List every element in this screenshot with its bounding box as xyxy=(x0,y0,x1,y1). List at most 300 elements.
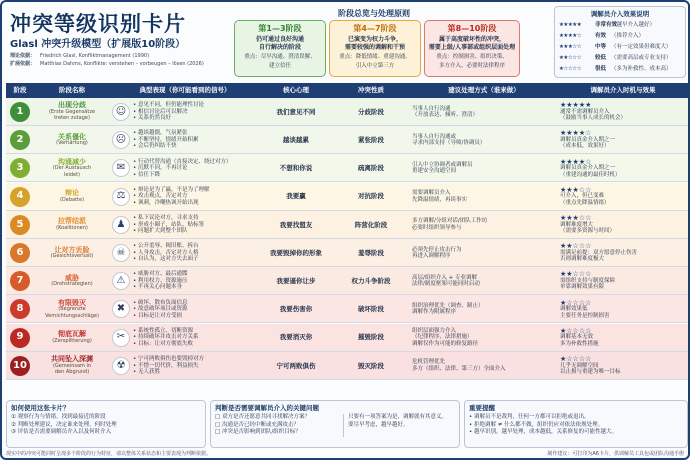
signs-list xyxy=(133,356,204,376)
core-psychology: 我要赢 xyxy=(286,192,306,201)
action-list xyxy=(412,190,467,203)
sign-item: • 不断坚持，情绪开始积累 xyxy=(133,136,199,143)
stage-badge: 4 xyxy=(10,187,30,207)
stars-icon: ★☆☆☆☆ xyxy=(559,66,582,72)
signs-cell xyxy=(110,295,260,323)
effect-cell xyxy=(558,295,688,323)
stage-icon: ♟ xyxy=(112,216,130,234)
stage-icon: ☢ xyxy=(112,357,130,375)
legend-title: 调解员介入效果说明 xyxy=(590,10,650,18)
stage-badge: 6 xyxy=(10,243,30,263)
sign-item: • 利用权力、资源施压 xyxy=(133,277,188,284)
stage-row xyxy=(6,183,688,211)
action-cell xyxy=(410,352,558,380)
stage-icon: ✂ xyxy=(112,329,130,347)
sign-item: • 信任下降 xyxy=(133,171,160,178)
effect-block xyxy=(560,271,615,291)
stage-icon: ☹ xyxy=(112,131,130,149)
conflict-nature: 破坏阶段 xyxy=(358,305,384,314)
stars-icon: ★★☆☆☆ xyxy=(560,242,592,251)
action-list xyxy=(412,106,478,119)
core-psychology: 我要伤害你 xyxy=(279,305,313,314)
stage-name: 彻底瓦解 xyxy=(58,330,86,339)
signs-list xyxy=(133,328,199,348)
effect-line: 调解员真金介入期之一 xyxy=(560,165,616,172)
core-psychology: 我们意见不同 xyxy=(276,107,316,116)
sign-item: • 意见不同，但仍能理性讨论 xyxy=(133,102,204,109)
effect-line: 单靠调解效果有限 xyxy=(560,284,605,291)
sign-item: • 会后仍纠结不快 xyxy=(133,143,177,150)
action-line: 先降温情绪，再谈事实 xyxy=(412,196,468,203)
key-questions-box: 判断是否需要调解员介入的关键问题 □ 双方是否还愿意共同寻找解决方案？ □ 沟通是否已经中断或充满攻击？ □ 冲突是否影响到团队/组织目标？ 只要有一项答案为是，调解就有其意义。 要尽早考虑，越早越好。 xyxy=(210,400,460,448)
action-line: 组织层面强力介入 xyxy=(412,327,457,334)
signs-cell xyxy=(110,211,260,239)
stage-icon: ☺ xyxy=(112,103,130,121)
signs-list xyxy=(133,271,188,291)
signs-cell xyxy=(110,324,260,352)
stage-row xyxy=(6,324,688,352)
sign-item: • 故意破坏项目或资源 xyxy=(133,306,188,313)
conflict-nature: 阵营化阶段 xyxy=(354,220,388,229)
sign-item: • 辩论是为了赢，不是为了理解 xyxy=(133,186,210,193)
stage-name-block xyxy=(51,247,94,260)
stage-row xyxy=(6,98,688,126)
conflict-nature-cell xyxy=(332,154,410,182)
action-line: 当事人自行沟通或 xyxy=(412,133,457,140)
action-list xyxy=(412,328,478,348)
conflict-nature: 分歧阶段 xyxy=(358,107,384,116)
signs-list xyxy=(133,102,204,122)
stage-name-cell xyxy=(34,154,110,182)
action-line: 必要时组织领导参与 xyxy=(412,224,462,231)
col-header-core: 核心心理 xyxy=(260,83,332,98)
stage-name-cell xyxy=(34,126,110,154)
action-list xyxy=(412,275,480,288)
col-header-action: 建议处理方式（谁来做） xyxy=(410,83,558,98)
stage-name-de: (Verhärtung) xyxy=(56,140,88,147)
phase-box-4-7: 第4—7阶段 已演变为权力斗争， 需要较强的调解和干预 重点：降低情绪、重建沟通、 引入中立第三方 xyxy=(329,20,421,77)
action-cell xyxy=(410,267,558,295)
effect-line: 调解难度增大 xyxy=(560,221,594,228)
conflict-nature-cell xyxy=(332,126,410,154)
stage-name-cell xyxy=(34,324,110,352)
effect-line: （鼓励当事人成长的机会） xyxy=(560,115,627,122)
core-psychology-cell xyxy=(260,183,332,211)
conflict-nature-cell xyxy=(332,324,410,352)
stage-name: 共同坠入深渊 xyxy=(51,355,93,364)
stars-icon: ★★☆☆☆ xyxy=(560,270,592,279)
stage-icon: ✉ xyxy=(112,159,130,177)
signs-cell xyxy=(110,126,260,154)
action-line: 多方（组织、法律、第三方）全面介入 xyxy=(412,365,506,372)
action-line: 再进入调解程序 xyxy=(412,253,451,259)
stage-badge: 3 xyxy=(10,158,30,178)
legend-row: ★★★★★ 非常有效（越早介入越好） xyxy=(559,20,681,31)
effect-line: 多为补救性措施 xyxy=(560,340,599,347)
conflict-nature-cell xyxy=(332,352,410,380)
stage-icon: ✖ xyxy=(112,300,130,318)
effect-line: 通常不需调解员介入 xyxy=(560,108,610,115)
conflict-nature-cell xyxy=(332,183,410,211)
stage-name-cell xyxy=(34,211,110,239)
sign-item: • 目标：让对方彻底失败 xyxy=(133,340,193,347)
reference-line: 扩展依据： Matthias Dahms, Konflikte: verstehen – vorbeugen – lösen (2026) xyxy=(10,61,204,67)
stage-name-block xyxy=(52,331,92,344)
sign-item: • 私下议论对方，寻求支持 xyxy=(133,215,199,222)
stage-name-de: (Koalitionen) xyxy=(56,224,88,231)
core-psychology-cell xyxy=(260,98,332,126)
page-subtitle: Glasl 冲突升级模型（扩展版10阶段） xyxy=(10,39,186,50)
conflict-nature-cell xyxy=(332,239,410,267)
stage-name-block xyxy=(53,159,91,179)
stage-name-block xyxy=(60,190,84,203)
conflict-nature-cell xyxy=(332,267,410,295)
sign-item: • 无人获胜 xyxy=(133,369,160,376)
footnote: 现实中的冲突可能同时呈现多个阶段的行为特征，请以整体关系状态和主要表现为判断依据。 xyxy=(6,451,212,457)
stage-name-de: (Zersplitterung) xyxy=(52,337,92,344)
stage-name-de: (Erste Gegensätze xyxy=(48,108,96,115)
important-reminder-box: 重要提醒 • 调解员不是裁判，任何一方都可以拒绝或退出。 • 拒绝调解 ≠ 什么都不做，组织仍应对依法依规处理。 • 越早识别，越早处理，成本越低，关系修复的可能性越大。 xyxy=(464,400,688,448)
effect-block xyxy=(560,130,615,150)
sign-item: • 相信讨论后可以解决 xyxy=(133,108,188,115)
page-title: 冲突等级识别卡片 xyxy=(10,12,186,36)
col-header-nature: 冲突性质 xyxy=(332,83,410,98)
stars-icon: ★☆☆☆☆ xyxy=(560,326,592,335)
sign-item: • 沉默不回，不再讨论 xyxy=(133,165,188,172)
legend-row: ★☆☆☆☆ 很低 （多为补救性、成本高） xyxy=(559,64,681,75)
core-psychology-cell xyxy=(260,154,332,182)
action-list xyxy=(412,247,462,260)
action-list xyxy=(412,162,473,175)
stage-badge: 7 xyxy=(10,271,30,291)
stage-name-block xyxy=(45,300,99,320)
effect-cell xyxy=(558,267,688,295)
stage-name: 关系僵化 xyxy=(58,132,86,141)
conflict-nature: 紧张阶段 xyxy=(358,135,384,144)
effect-cell xyxy=(558,98,688,126)
effect-line: 调解基本无效 xyxy=(560,334,594,341)
signs-list xyxy=(133,243,199,263)
effect-cell xyxy=(558,211,688,239)
action-cell xyxy=(410,239,558,267)
stars-icon: ★☆☆☆☆ xyxy=(560,298,592,307)
signs-list xyxy=(133,215,204,235)
stars-icon: ★★★★★ xyxy=(559,22,582,28)
action-line: （开放表达、倾听、澄清） xyxy=(412,112,479,118)
col-header-effect: 调解员介入时机与效果 xyxy=(558,83,688,98)
stage-name-block xyxy=(56,134,88,147)
stage-badge: 5 xyxy=(10,215,30,235)
stage-name-de: (Der Austausch xyxy=(52,165,92,172)
effect-cell xyxy=(558,154,688,182)
stars-icon: ★★★★☆ xyxy=(560,157,592,166)
effect-block xyxy=(560,159,621,179)
action-cell xyxy=(410,211,558,239)
sign-item: • 威胁对方、最后通牒 xyxy=(133,271,188,278)
core-psychology: 不想和你说 xyxy=(279,164,313,173)
action-cell xyxy=(410,126,558,154)
sign-item: • 人身攻击，否定对方人格 xyxy=(133,249,199,256)
stage-number-cell xyxy=(6,126,34,154)
signs-cell xyxy=(110,154,260,182)
action-cell xyxy=(410,324,558,352)
sign-item: • 讽刺，冷嘲热讽开始出现 xyxy=(133,199,199,206)
stage-row xyxy=(6,352,688,380)
stage-name-de: (Begrenzte xyxy=(58,306,86,313)
signs-cell xyxy=(110,98,260,126)
action-list xyxy=(412,303,484,316)
signs-list xyxy=(133,130,199,150)
stars-icon: ★★★★☆ xyxy=(559,33,582,39)
stage-badge: 1 xyxy=(10,102,30,122)
stage-row xyxy=(6,239,688,267)
action-list xyxy=(412,134,485,147)
col-header-name: 阶段名称 xyxy=(34,83,110,98)
signs-list xyxy=(133,187,210,207)
action-cell xyxy=(410,183,558,211)
stage-name-block xyxy=(51,275,92,288)
stage-name-block xyxy=(56,218,88,231)
sign-item: • 不再关心问题本身 xyxy=(133,284,182,291)
header xyxy=(2,2,690,82)
action-line: 引入中立协调者或调解员 xyxy=(412,161,473,168)
core-psychology-cell xyxy=(260,324,332,352)
stage-name-de: (Drohstrategien) xyxy=(51,281,93,288)
stage-name-cell xyxy=(34,295,110,323)
stage-name-cell xyxy=(34,98,110,126)
stage-number-cell xyxy=(6,295,34,323)
conflict-nature: 疏离阶段 xyxy=(358,164,384,173)
phase-box-1-3: 第1—3阶段 仍可通过良好沟通 自行解决的阶段 重点：尽早沟通、澄清误解、 建立信任 xyxy=(234,20,326,77)
stage-badge: 10 xyxy=(10,356,30,376)
stage-name-de: (Gesichtsverlust) xyxy=(50,253,94,259)
action-line: 危机管理优先 xyxy=(412,359,446,366)
stage-name: 沟通减少 xyxy=(58,157,86,166)
stage-number-cell xyxy=(6,267,34,295)
reference-info xyxy=(10,52,204,68)
core-psychology-cell xyxy=(260,352,332,380)
effect-cell xyxy=(558,126,688,154)
footer xyxy=(6,400,688,458)
stars-icon: ★★★★★ xyxy=(560,101,592,110)
stage-row xyxy=(6,126,688,154)
stars-icon: ★★★☆☆ xyxy=(560,185,592,194)
signs-list xyxy=(133,300,188,320)
stars-icon: ★★★☆☆ xyxy=(559,44,582,50)
stage-name-de: (Gemeinsam in xyxy=(52,362,92,369)
signs-list xyxy=(133,159,232,179)
stage-icon: ⚖ xyxy=(112,188,130,206)
sign-item: • 持续破坏并攻击对方关系 xyxy=(133,334,199,341)
effect-line: （重建沟通的最佳时机） xyxy=(560,171,621,178)
stage-name: 让对方丢脸 xyxy=(54,245,90,254)
col-header-stage: 阶段 xyxy=(6,83,34,98)
stage-badge: 9 xyxy=(10,328,30,348)
action-line: 法律/制度框架可能同时启动 xyxy=(412,281,480,288)
effect-line: （需要多资源与时间） xyxy=(560,228,616,235)
effect-line: 以止损与重建为唯一目标 xyxy=(560,369,621,376)
action-line: 组织治理优先（调查、制止） xyxy=(412,302,484,309)
stage-name-de: treten zutage) xyxy=(54,115,90,122)
stage-name-cell xyxy=(34,352,110,380)
sign-item: • 宁可两败俱伤也要毁掉对方 xyxy=(133,356,204,363)
effect-block xyxy=(560,215,615,235)
stage-row xyxy=(6,295,688,323)
stage-name-de: (Debatte) xyxy=(59,196,85,203)
core-psychology: 越谈越累 xyxy=(283,135,309,144)
effect-line: （成本低，效果好） xyxy=(560,143,610,150)
sign-item: • 破坏、散布负面信息 xyxy=(133,299,188,306)
conflict-nature: 权力斗争阶段 xyxy=(351,276,391,285)
action-line: 寻求内部支持（导师/协调员） xyxy=(412,140,486,147)
action-line: 调解仅作为可能的修复路径 xyxy=(412,340,479,347)
legend-row: ★★★☆☆ 中等 （有一定效果但难度大） xyxy=(559,42,681,53)
signs-cell xyxy=(110,183,260,211)
sign-item: • 自认为，这对方失去面子 xyxy=(133,256,199,263)
sign-item: • 形成小圈子，站队、贴标签 xyxy=(133,221,204,228)
effect-cell xyxy=(558,239,688,267)
stage-name-de: leidet) xyxy=(63,171,80,178)
stage-number-cell xyxy=(6,183,34,211)
legend-row: ★★★★☆ 有效 （推荐介入） xyxy=(559,31,681,42)
sign-item: • 不惜一切代价，利益损失 xyxy=(133,362,199,369)
stage-name: 辩论 xyxy=(65,189,79,198)
usage-box: 如何使用这张卡片？ ① 观察行为与情绪，找到最接近的阶段 ② 判断处理建议，决定谁来处理、何时处理 ③ 评估是否需要调解员介入以及何时介入 xyxy=(6,400,206,448)
stage-name-cell xyxy=(34,183,110,211)
stars-icon: ★☆☆☆☆ xyxy=(560,355,592,364)
core-psychology-cell xyxy=(260,239,332,267)
effect-block xyxy=(560,328,599,348)
legend-row: ★★☆☆☆ 较低 （需要高层或专业支持） xyxy=(559,53,681,64)
effect-line: （重点先降温情绪） xyxy=(560,199,610,206)
stage-number-cell xyxy=(6,98,34,126)
action-line: 高层/组织介入 + 专业调解 xyxy=(412,274,477,281)
sign-item: • 问题扩大到整个团队 xyxy=(133,228,188,235)
effect-line: 调解效果低 xyxy=(560,306,588,313)
conflict-nature-cell xyxy=(332,295,410,323)
core-psychology: 我要消灭你 xyxy=(279,333,313,342)
stage-name-de: Vernichtungsschläge) xyxy=(45,312,99,319)
action-line: 多方调解/分组对话/团队工作坊 xyxy=(412,218,488,225)
stars-icon: ★★★★☆ xyxy=(560,129,592,138)
stage-name-cell xyxy=(34,239,110,267)
stage-name: 拉帮结派 xyxy=(58,217,86,226)
core-psychology-cell xyxy=(260,126,332,154)
conflict-nature: 羞辱阶段 xyxy=(358,248,384,257)
stage-name-de: den Abgrund) xyxy=(54,369,90,376)
effect-block xyxy=(560,356,621,376)
core-psychology-cell xyxy=(260,211,332,239)
stage-row xyxy=(6,154,688,182)
stage-name-block xyxy=(51,356,93,376)
action-cell xyxy=(410,154,558,182)
effect-cell xyxy=(558,183,688,211)
sign-item: • 行动代替沟通（直接决定、绕过对方） xyxy=(133,158,232,165)
stage-name-block xyxy=(49,102,95,122)
action-line: 需要调解员介入 xyxy=(412,190,451,197)
effect-block xyxy=(560,243,637,263)
stage-name-cell xyxy=(34,267,110,295)
action-list xyxy=(412,359,506,372)
stage-name: 威胁 xyxy=(65,273,79,282)
sign-item: • 系统性孤立、切断资源 xyxy=(133,327,193,334)
sign-item: • 攻击观点，否定对方 xyxy=(133,193,188,200)
action-line: （纪律程序、法律措施） xyxy=(412,334,473,341)
core-psychology: 我要逼你让步 xyxy=(276,276,316,285)
stage-number-cell xyxy=(6,211,34,239)
effect-line: 几乎无调解空间 xyxy=(560,362,599,369)
reference-line: 理论依据： Friedrich Glasl, Konfliktmanagement (1990) xyxy=(10,53,150,59)
effect-line: 可介入，但已变难 xyxy=(560,193,605,200)
print-note: 制作建议：可打印为A6卡片，供调解员工具包或团队沟通手册 xyxy=(547,451,684,457)
action-line: 当事人自行沟通 xyxy=(412,105,451,112)
stage-number-cell xyxy=(6,154,34,182)
effect-line: 需满足前提：双方愿意停止伤害 xyxy=(560,249,638,256)
effect-cell xyxy=(558,324,688,352)
stage-name: 有限毁灭 xyxy=(58,298,86,307)
stage-icon: ⚠ xyxy=(112,272,130,290)
stars-icon: ★★☆☆☆ xyxy=(559,55,582,61)
core-psychology-cell xyxy=(260,267,332,295)
sign-item: • 越谈越僵，气氛紧张 xyxy=(133,130,188,137)
effect-line: 需组织支持与制度保障 xyxy=(560,277,616,284)
effect-cell xyxy=(558,352,688,380)
effect-line: 调解员真金介入期之一 xyxy=(560,136,616,143)
core-psychology-cell xyxy=(260,295,332,323)
stage-badge: 8 xyxy=(10,299,30,319)
action-line: 重建安全沟通空间 xyxy=(412,168,457,175)
conflict-nature: 毁灭阶段 xyxy=(358,361,384,370)
effect-block xyxy=(560,187,610,207)
effect-legend xyxy=(554,6,686,78)
overview-title: 阶段总览与处理原则 xyxy=(338,9,410,18)
stage-number-cell xyxy=(6,324,34,352)
stage-icon: ☠ xyxy=(112,244,130,262)
effect-line: 否则调解难度极大 xyxy=(560,256,605,263)
signs-cell xyxy=(110,352,260,380)
effect-line: 主要任务是控制损害 xyxy=(560,312,610,319)
signs-cell xyxy=(110,267,260,295)
stage-number-cell xyxy=(6,352,34,380)
conflict-nature-cell xyxy=(332,211,410,239)
stage-name: 出现分歧 xyxy=(57,101,86,110)
core-psychology: 宁可两败俱伤 xyxy=(276,361,316,370)
action-list xyxy=(412,218,487,231)
action-line: 调解作为附属程序 xyxy=(412,309,457,316)
action-line: 必须先停止攻击行为 xyxy=(412,246,462,253)
sign-item: • 公开羞辱、揭旧账、拆台 xyxy=(133,243,199,250)
conflict-nature: 摧毁阶段 xyxy=(358,333,384,342)
stage-row xyxy=(6,211,688,239)
sign-item: • 关系仍然良好 xyxy=(133,115,171,122)
core-psychology: 我要找盟友 xyxy=(279,220,313,229)
conflict-nature: 对抗阶段 xyxy=(358,192,384,201)
effect-block xyxy=(560,102,626,122)
stage-row xyxy=(6,267,688,295)
col-header-signs: 典型表现（你可能看到的信号） xyxy=(110,83,260,98)
action-cell xyxy=(410,98,558,126)
signs-cell xyxy=(110,239,260,267)
stars-icon: ★★★☆☆ xyxy=(560,214,592,223)
effect-block xyxy=(560,300,610,320)
sign-item: • 目标是让对方受损 xyxy=(133,312,182,319)
stage-badge: 2 xyxy=(10,130,30,150)
conflict-nature-cell xyxy=(332,98,410,126)
phase-box-8-10: 第8—10阶段 属于高度破坏性的冲突， 需要上级/人事部或组织层面处理 重点：控制损害、组织决策、 多方介入、必要时法律程序 xyxy=(424,20,520,77)
core-psychology: 我要毁掉你的形象 xyxy=(270,248,322,257)
action-cell xyxy=(410,295,558,323)
stage-number-cell xyxy=(6,239,34,267)
